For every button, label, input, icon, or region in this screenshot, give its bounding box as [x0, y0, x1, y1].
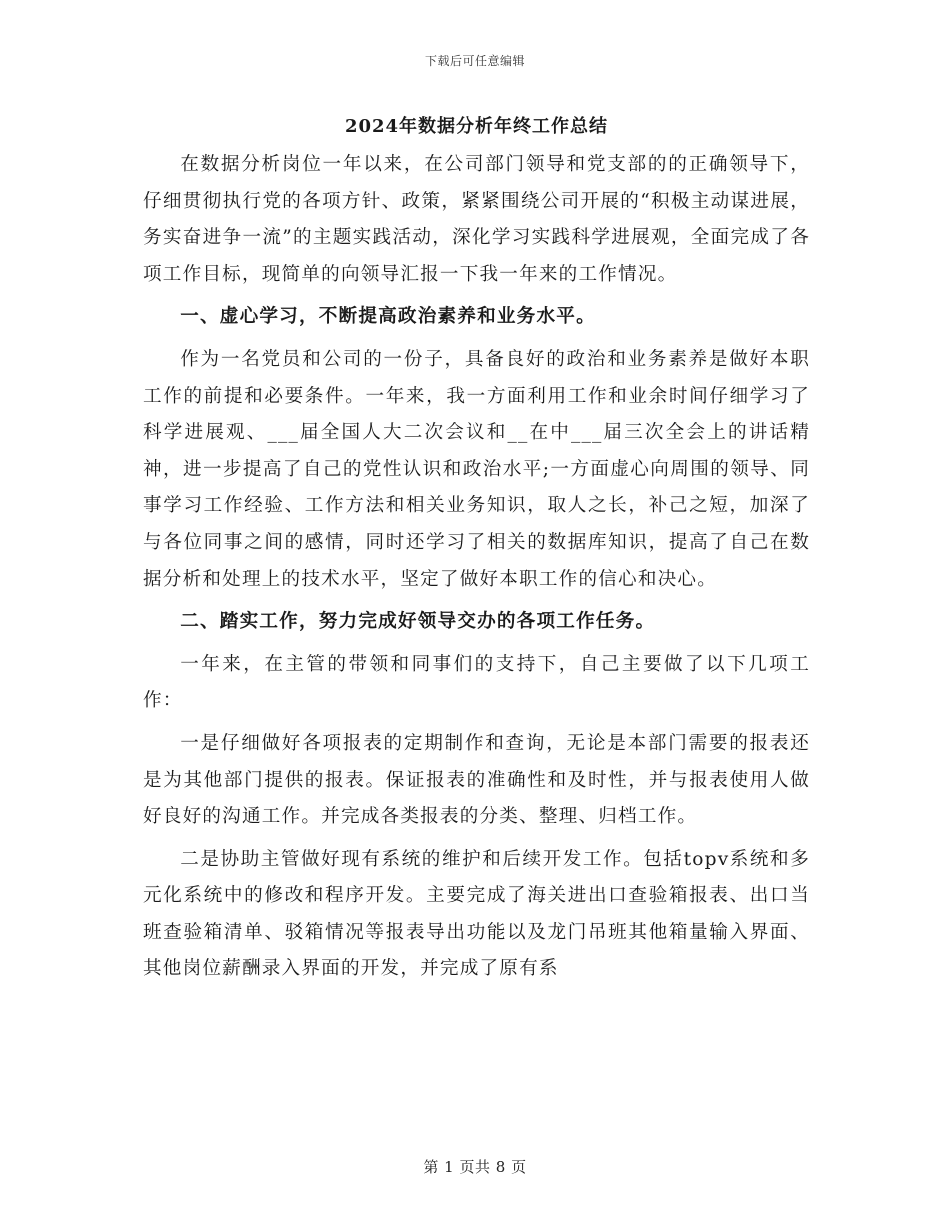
section-heading-1: 一、虚心学习，不断提高政治素养和业务水平。 [180, 306, 596, 328]
document-title: 2024年数据分析年终工作总结 [344, 116, 609, 137]
page-header: 下载后可任意编辑 [424, 54, 525, 68]
section-2-item-1-paragraph: 一是仔细做好各项报表的定期制作和查询，无论是本部门需要的报表还是为其他部门提供的报表。保证报表的准确性和及时性，并与报表使用人做好良好的沟通工作。并完成各类报表的分类、整理、归档工作。 [143, 732, 810, 828]
page-footer: 第 1 页共 8 页 [423, 1158, 527, 1176]
section-heading-2: 二、踏实工作，努力完成好领导交办的各项工作任务。 [180, 611, 656, 633]
section-1-paragraph: 作为一名党员和公司的一份子，具备良好的政治和业务素养是做好本职工作的前提和必要条件。一年来，我一方面利用工作和业余时间仔细学习了科学进展观、___届全国人大二次会议和__在中___届三次全会上的讲话精神，进一步提高了自己的党性认识和政治水平;一方面虚心向周围的领导、同事学习工作经验、工作方法和相关业务知识，取人之长，补己之短，加深了与各位同事之间的感情，同时还学习了相关的数据库知识，提高了自己在数据分析和处理上的技术水平，坚定了做好本职工作的信心和决心。 [143, 348, 810, 590]
section-2-intro-paragraph: 一年来，在主管的带领和同事们的支持下，自己主要做了以下几项工作： [143, 653, 810, 712]
document-body [143, 113, 810, 988]
section-2-item-2-paragraph: 二是协助主管做好现有系统的维护和后续开发工作。包括topv系统和多元化系统中的修改和程序开发。主要完成了海关进出口查验箱报表、出口当班查验箱清单、驳箱情况等报表导出功能以及龙门吊班其他箱量输入界面、其他岗位薪酬录入界面的开发，并完成了原有系 [143, 848, 810, 980]
intro-paragraph: 在数据分析岗位一年以来，在公司部门领导和党支部的的正确领导下，仔细贯彻执行党的各项方针、政策，紧紧围绕公司开展的“积极主动谋进展，务实奋进争一流”的主题实践活动，深化学习实践科学进展观，全面完成了各项工作目标，现简单的向领导汇报一下我一年来的工作情况。 [143, 154, 810, 285]
